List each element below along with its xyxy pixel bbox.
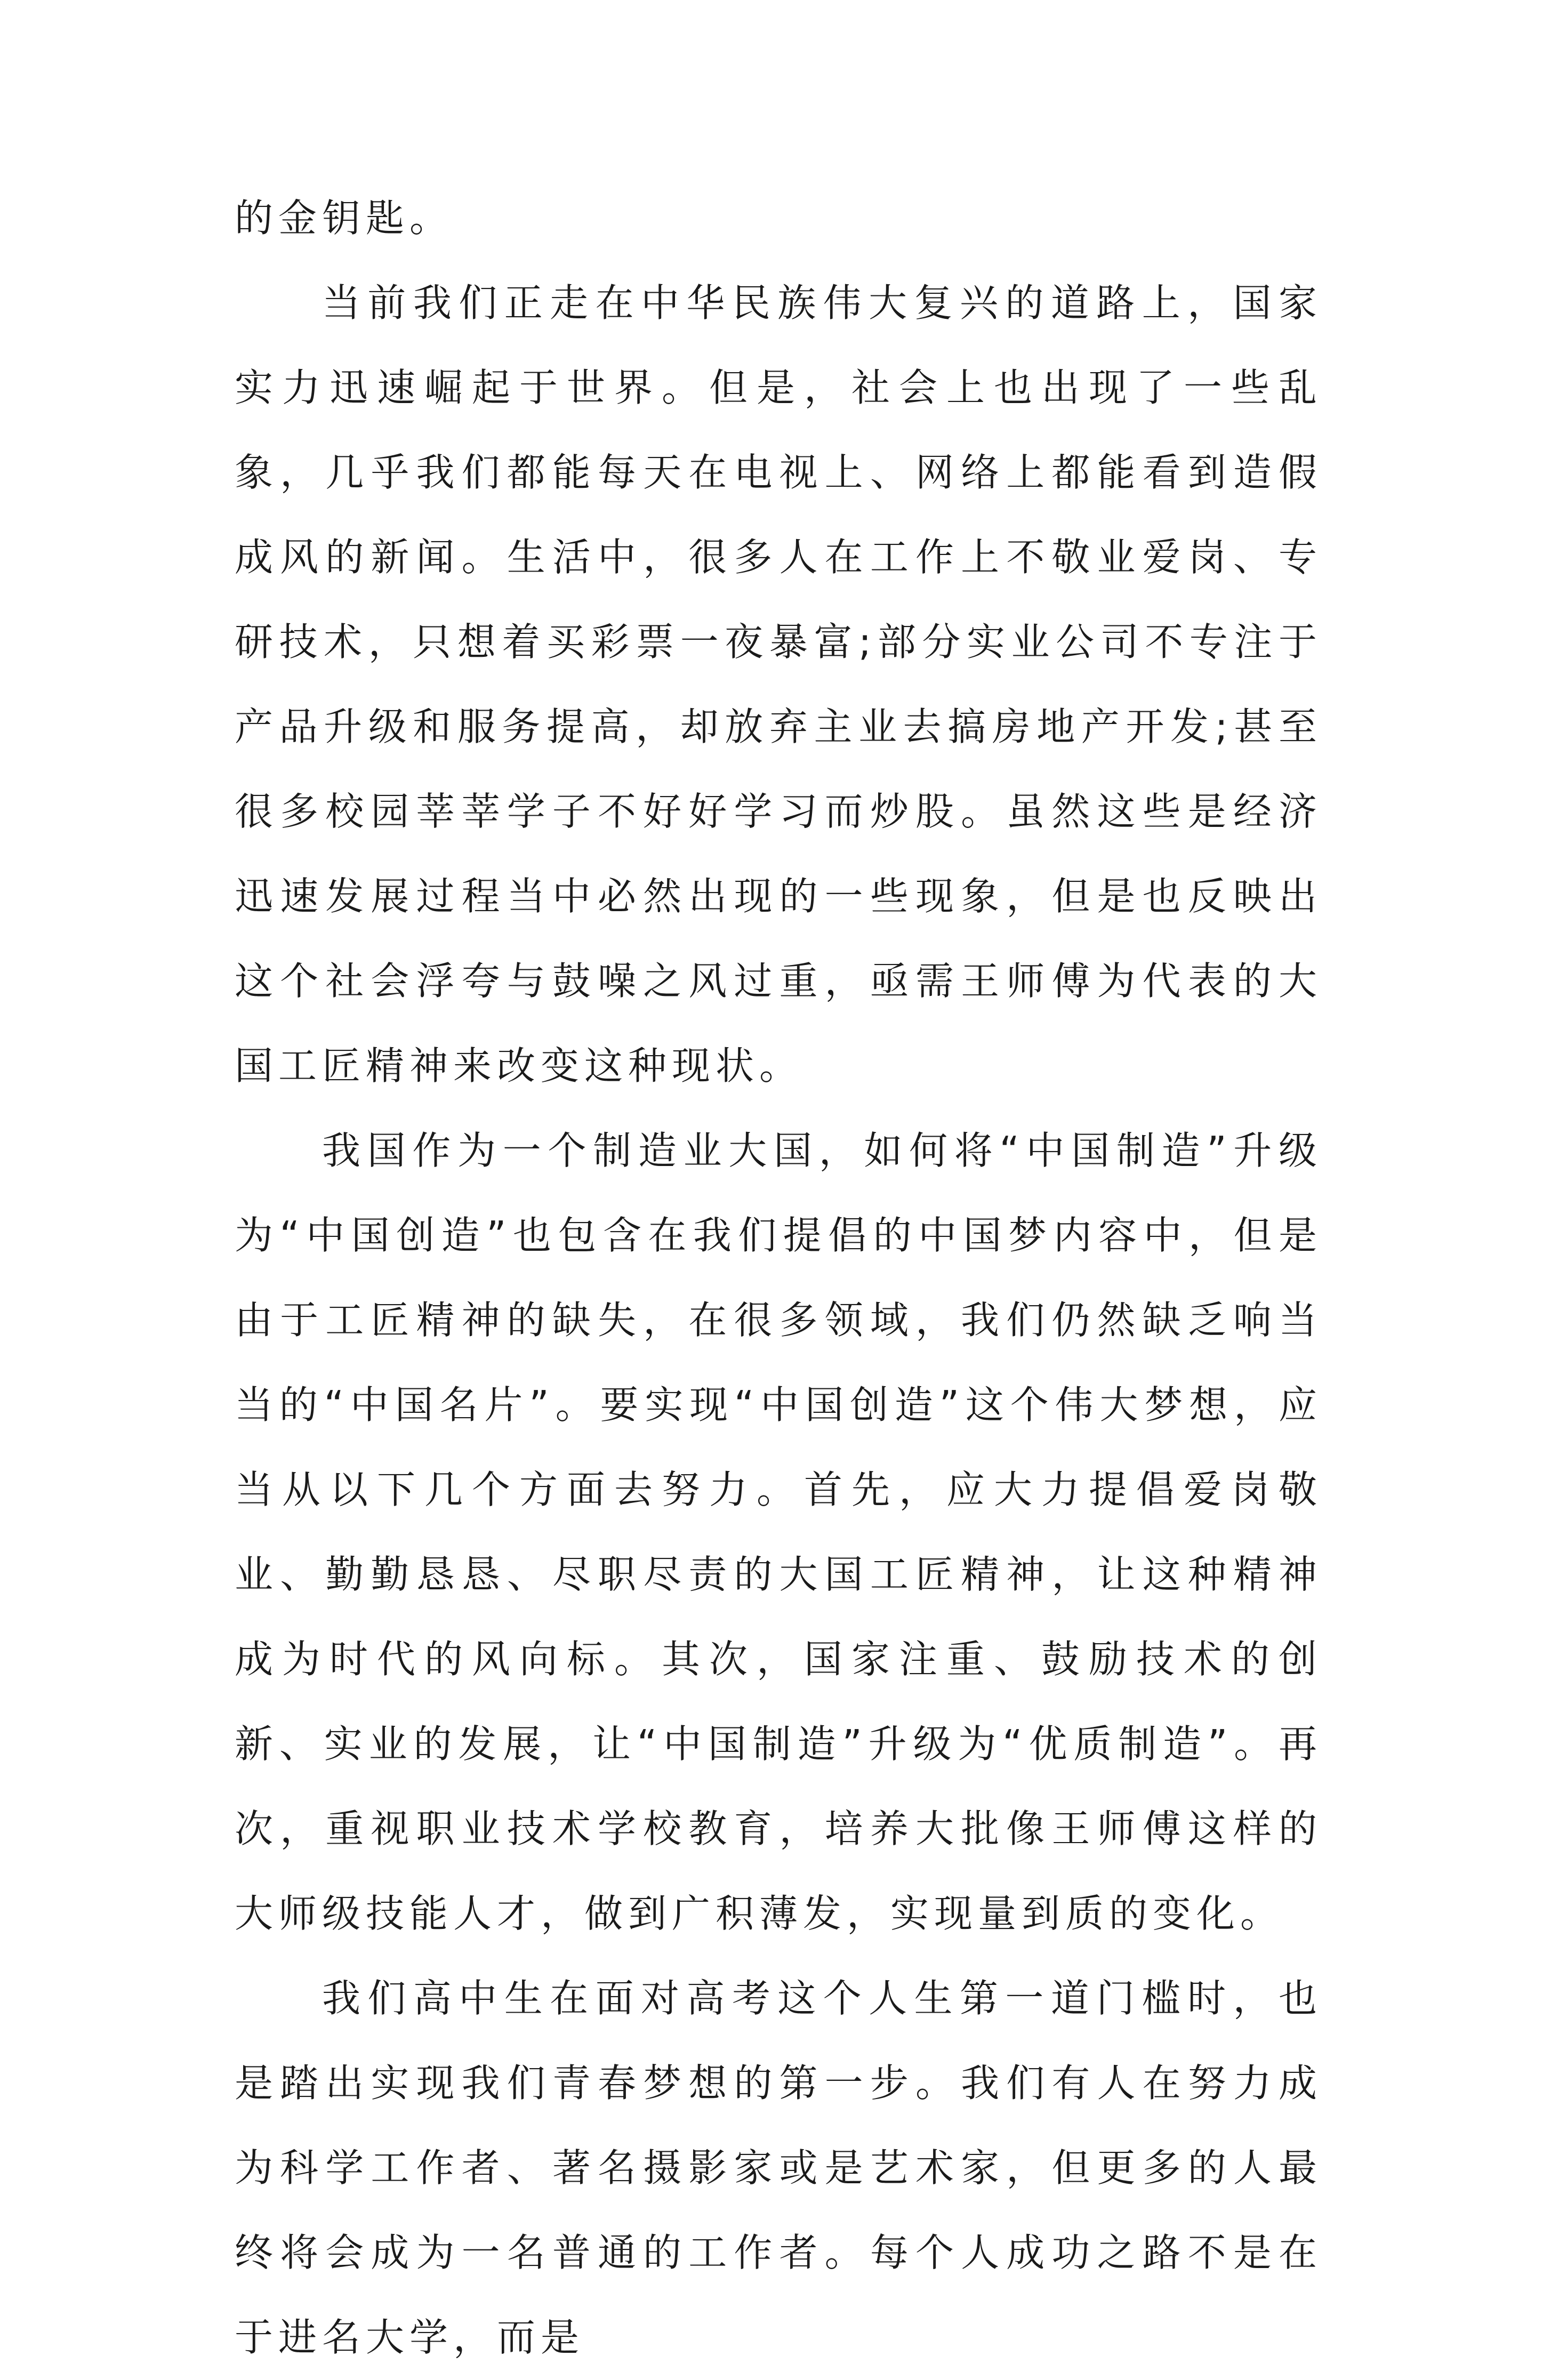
paragraph-current-situation: 当前我们正走在中华民族伟大复兴的道路上，国家实力迅速崛起于世界。但是，社会上也出现了一些乱象，几乎我们都能每天在电视上、网络上都能看到造假成风的新闻。生活中，很多人在工作上不敬业爱岗、专研技术，只想着买彩票一夜暴富;部分实业公司不专注于产品升级和服务提高，却放弃主业去搞房地产开发;甚至很多校园莘莘学子不好好学习而炒股。虽然这些是经济迅速发展过程当中必然出现的一些现象，但是也反映出这个社会浮夸与鼓噪之风过重，亟需王师傅为代表的大国工匠精神来改变这种现状。: [235, 280, 1322, 1088]
paragraph-high-school-students: 我们高中生在面对高考这个人生第一道门槛时，也是踏出实现我们青春梦想的第一步。我们有人在努力成为科学工作者、著名摄影家或是艺术家，但更多的人最终将会成为一名普通的工作者。每个人成功之路不是在于进名大学，而是: [235, 1976, 1322, 2360]
essay-body: [235, 176, 1322, 2380]
paragraph-continuation: 的金钥匙。: [235, 196, 454, 240]
paragraph-china-creation: 我国作为一个制造业大国，如何将“中国制造”升级为“中国创造”也包含在我们提倡的中国梦内容中，但是由于工匠精神的缺失，在很多领域，我们仍然缺乏响当当的“中国名片”。要实现“中国创造”这个伟大梦想，应当从以下几个方面去努力。首先，应大力提倡爱岗敬业、勤勤恳恳、尽职尽责的大国工匠精神，让这种精神成为时代的风向标。其次，国家注重、鼓励技术的创新、实业的发展，让“中国制造”升级为“优质制造”。再次，重视职业技术学校教育，培养大批像王师傅这样的大师级技能人才，做到广积薄发，实现量到质的变化。: [235, 1128, 1322, 1936]
